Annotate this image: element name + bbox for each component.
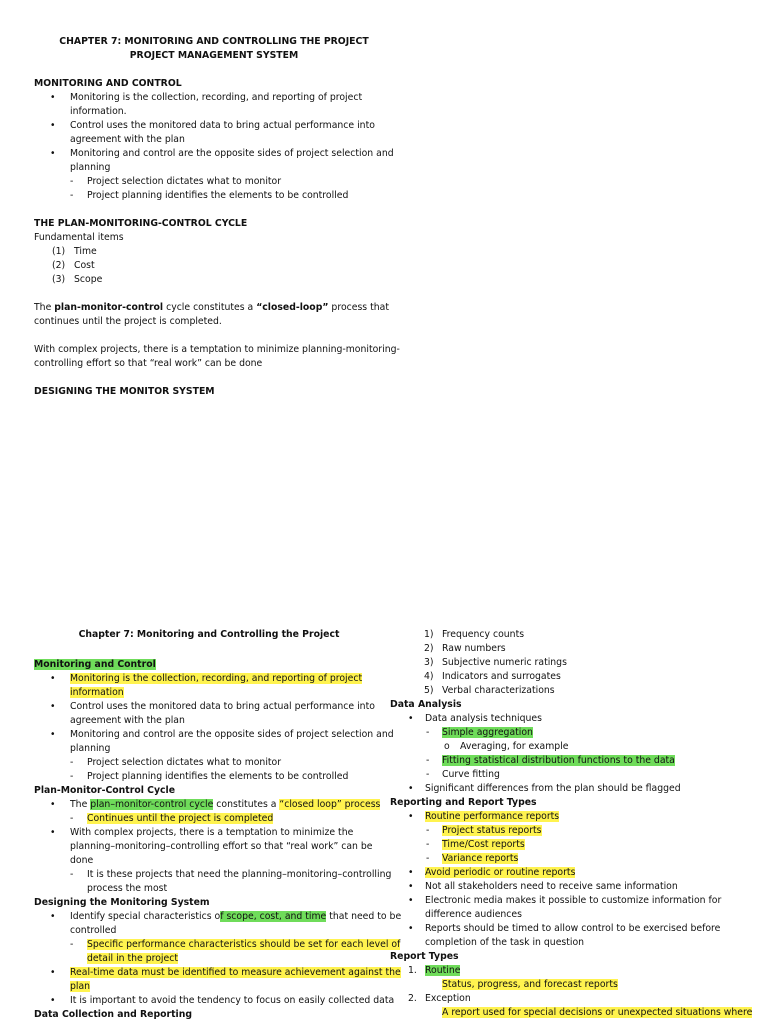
list-item: • Electronic media makes it possible to customize information for	[408, 895, 722, 906]
list-item: - Project selection dictates what to monitor	[70, 176, 282, 187]
list-item: (2) Cost	[52, 260, 95, 271]
doc2-heading-data-analysis: Data Analysis	[390, 699, 462, 710]
list-item: 1) Frequency counts	[424, 629, 525, 640]
list-item: • Monitoring and control are the opposite sides of project selection and	[50, 148, 394, 159]
list-item: o Averaging, for example	[444, 741, 569, 752]
doc2-heading-reporting: Reporting and Report Types	[390, 797, 537, 808]
list-item: • Significant differences from the plan should be flagged	[408, 783, 681, 794]
list-item: • Monitoring is the collection, recording, and reporting of project	[50, 673, 363, 684]
doc2-heading-designing: Designing the Monitoring System	[34, 897, 210, 908]
list-item: • The plan–monitor-control cycle constitutes a “closed loop” process	[50, 799, 381, 810]
list-item: • Reports should be timed to allow control to be exercised before	[408, 923, 721, 934]
doc2-heading-report-types: Report Types	[390, 951, 459, 962]
doc2-right-column: 1) Frequency counts 2) Raw numbers 3) Subjective numeric ratings 4) Indicators and surrogates 5) Verbal characterizations Data Analysis • Data analysis techniques - Simple aggregation o Averaging, for example - Fitting statistical distribution functions to the data - Curve fitting • Significant differences from the plan should be flagged Reporting and Report Types • Routine performance reports - Project status reports - Time/Cost reports - Variance reports • Avoid periodic or routine reports • Not all stakeholders need to receive same information • Electronic media makes it possible to customize information for difference audiences • Reports should be timed to allow control to be exercised before completion of the task in question Report Types 1. Routine Status, progress, and forecast reports 2. Exception A report used for special decisions or unexpected situations where	[390, 628, 760, 1020]
list-item: • Control uses the monitored data to bring actual performance into	[50, 120, 375, 131]
list-item: (1) Time	[52, 246, 97, 257]
list-item: • Control uses the monitored data to bring actual performance into	[50, 701, 375, 712]
doc2-heading-data-collection: Data Collection and Reporting	[34, 1009, 192, 1020]
list-item: - Curve fitting	[426, 769, 500, 780]
list-item: • Data analysis techniques	[408, 713, 542, 724]
doc1-page: CHAPTER 7: MONITORING AND CONTROLLING THE PROJECT PROJECT MANAGEMENT SYSTEM MONITORING AND CONTROL • Monitoring is the collection, recording, and reporting of project information. • Control uses the monitored data to bring actual performance into agreement with the plan • Monitoring and control are the opposite sides of project selection and planning - Project selection dictates what to monitor - Project planning identifies the elements to be controlled THE PLAN-MONITORING-CONTROL CYCLE Fundamental items (1) Time (2) Cost (3) Scope The plan-monitor-control cycle constitutes a “closed-loop” process that continues until the project is completed. With complex projects, there is a temptation to minimize planning-monitoring- controlling effort so that “real work” can be done DESIGNING THE MONITOR SYSTEM	[34, 36, 400, 397]
list-item: - Project planning identifies the elements to be controlled	[70, 190, 349, 201]
doc1-title-line1: CHAPTER 7: MONITORING AND CONTROLLING THE PROJECT	[59, 36, 369, 47]
doc2-heading-cycle: Plan-Monitor-Control Cycle	[34, 785, 176, 796]
list-item: • Avoid periodic or routine reports	[408, 867, 576, 878]
doc2-title: Chapter 7: Monitoring and Controlling the Project	[78, 629, 340, 640]
list-item: - Fitting statistical distribution functions to the data	[426, 755, 675, 766]
list-item: • With complex projects, there is a temptation to minimize the	[50, 827, 354, 838]
list-item: - It is these projects that need the planning–monitoring–controlling	[70, 869, 392, 880]
doc2-left-column: Chapter 7: Monitoring and Controlling the Project Monitoring and Control • Monitoring is the collection, recording, and reporting of project information • Control uses the monitored data to bring actual performance into agreement with the plan • Monitoring and control are the opposite sides of project selection and planning - Project selection dictates what to monitor - Project planning identifies the elements to be controlled Plan-Monitor-Control Cycle • The plan–monitor-control cycle constitutes a “closed loop” process - Continues until the project is completed • With complex projects, there is a temptation to minimize the planning–monitoring–controlling effort so that “real work” can be done - It is these projects that need the planning–monitoring–controlling process the most Designing the Monitoring System • Identify special characteristics of scope, cost, and time that need to be controlled - Specific performance characteristics should be set for each level of detail in the project • Real-time data must be identified to measure achievement against the plan • It is important to avoid the tendency to focus on easily collected data Data Collection and Reporting	[34, 629, 402, 1020]
list-item: • It is important to avoid the tendency to focus on easily collected data	[50, 995, 395, 1006]
list-item: 5) Verbal characterizations	[424, 685, 555, 696]
list-item: • Identify special characteristics of scope, cost, and time that need to be	[50, 911, 402, 922]
list-item: - Continues until the project is completed	[70, 813, 274, 824]
list-item: 2. Exception	[408, 993, 471, 1004]
list-item: - Variance reports	[426, 853, 519, 864]
list-item: - Simple aggregation	[426, 727, 533, 738]
list-item: - Project planning identifies the elements to be controlled	[70, 771, 349, 782]
doc1-paragraph-closed-loop: The plan-monitor-control cycle constitutes a “closed-loop” process that	[34, 302, 389, 313]
list-item: • Monitoring and control are the opposite sides of project selection and	[50, 729, 394, 740]
doc1-title-line2: PROJECT MANAGEMENT SYSTEM	[129, 50, 299, 61]
list-item: 1. Routine	[408, 965, 461, 976]
doc2-heading-monitoring-control: Monitoring and Control	[34, 659, 156, 670]
list-item: 2) Raw numbers	[424, 643, 506, 654]
list-item: - Time/Cost reports	[426, 839, 525, 850]
list-item: • Routine performance reports	[408, 811, 560, 822]
doc1-paragraph-complex-projects: With complex projects, there is a temptation to minimize planning-monitoring-	[34, 344, 400, 355]
list-item: (3) Scope	[52, 274, 103, 285]
list-item: • Real-time data must be identified to measure achievement against the	[50, 967, 401, 978]
list-item: - Specific performance characteristics should be set for each level of	[70, 939, 401, 950]
list-item: • Monitoring is the collection, recording, and reporting of project	[50, 92, 363, 103]
list-item: 4) Indicators and surrogates	[424, 671, 561, 682]
doc1-section-heading-designing: DESIGNING THE MONITOR SYSTEM	[34, 386, 215, 397]
list-item: - Project selection dictates what to monitor	[70, 757, 282, 768]
list-item: - Project status reports	[426, 825, 542, 836]
doc1-section-heading-cycle: THE PLAN-MONITORING-CONTROL CYCLE	[34, 218, 248, 229]
list-item: 3) Subjective numeric ratings	[424, 657, 567, 668]
doc1-section-heading-monitoring: MONITORING AND CONTROL	[34, 78, 182, 89]
list-item: • Not all stakeholders need to receive same information	[408, 881, 678, 892]
